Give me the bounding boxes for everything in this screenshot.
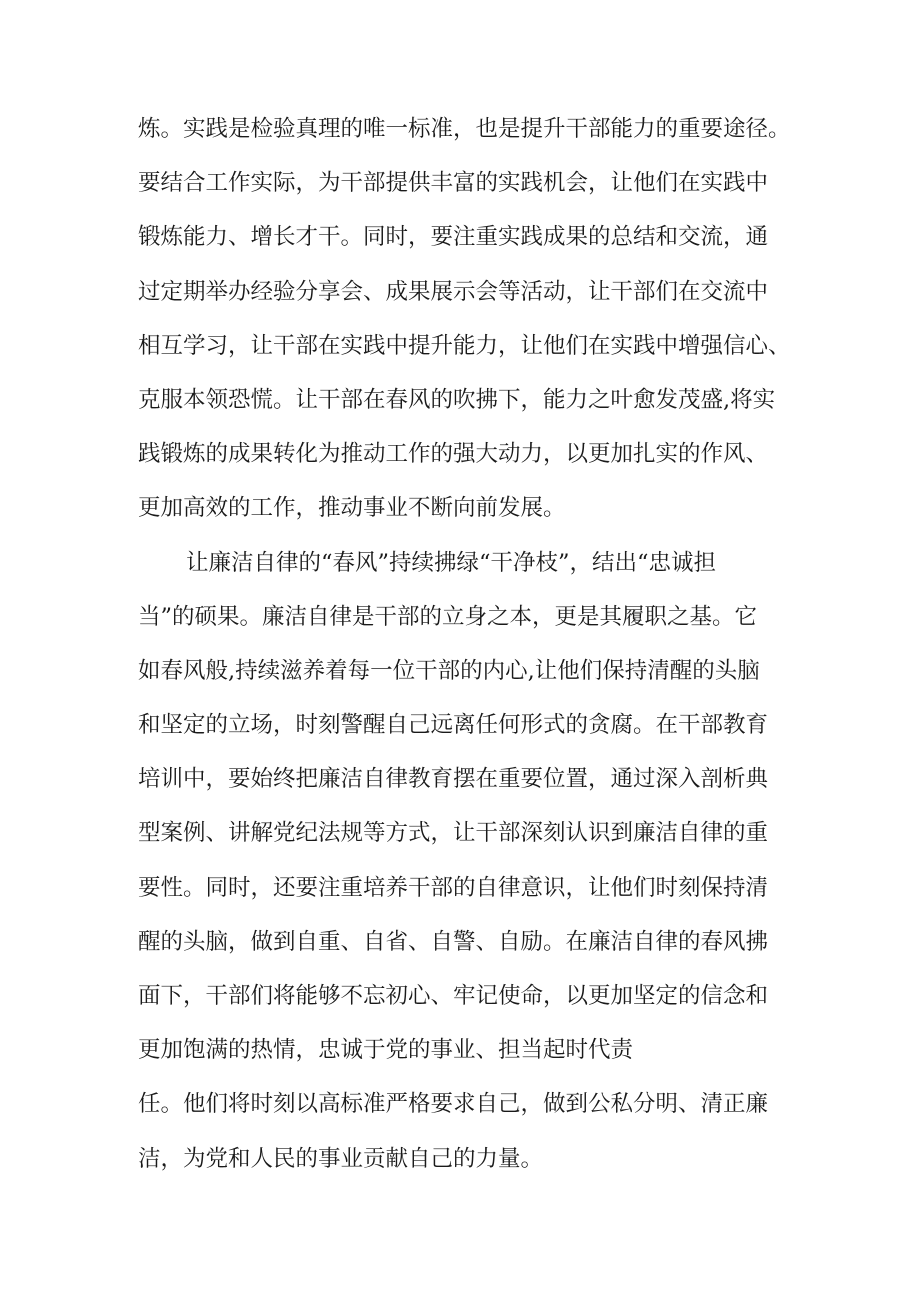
text-line: 任。他们将时刻以高标准严格要求自己，做到公私分明、清正廉 <box>138 1091 769 1118</box>
body-text <box>138 102 798 1186</box>
text-line: 相互学习，让干部在实践中提升能力，让他们在实践中增强信心、 <box>138 332 791 359</box>
text-line: 更加饱满的热情，忠诚于党的事业、担当起时代责 <box>138 1037 634 1064</box>
text-line: 和坚定的立场，时刻警醒自己远离任何形式的贪腐。在干部教育 <box>138 712 769 739</box>
text-line: 醒的头脑，做到自重、自省、自警、自励。在廉洁自律的春风拂 <box>138 928 769 955</box>
text-line: 如春风般,持续滋养着每一位干部的内心,让他们保持清醒的头脑 <box>138 657 760 684</box>
text-line: 践锻炼的成果转化为推动工作的强大动力，以更加扎实的作风、 <box>138 441 769 468</box>
text-line: 型案例、讲解党纪法规等方式，让干部深刻认识到廉洁自律的重 <box>138 820 769 847</box>
text-line: 洁，为党和人民的事业贡献自己的力量。 <box>138 1145 544 1172</box>
paragraph-start-line: 让廉洁自律的“春风”持续拂绿“干净枝”，结出“忠诚担 <box>186 549 717 576</box>
text-line: 更加高效的工作，推动事业不断向前发展。 <box>138 495 566 522</box>
text-line: 锻炼能力、增长才干。同时，要注重实践成果的总结和交流，通 <box>138 224 769 251</box>
text-line: 要结合工作实际，为干部提供丰富的实践机会，让他们在实践中 <box>138 170 769 197</box>
text-line: 炼。实践是检验真理的唯一标准，也是提升干部能力的重要途径。 <box>138 116 791 142</box>
text-line: 要性。同时，还要注重培养干部的自律意识，让他们时刻保持清 <box>138 874 769 901</box>
text-line: 克服本领恐慌。让干部在春风的吹拂下，能力之叶愈发茂盛,将实 <box>138 386 776 413</box>
text-line: 培训中，要始终把廉洁自律教育摆在重要位置，通过深入剖析典 <box>138 766 769 793</box>
text-line: 面下，干部们将能够不忘初心、牢记使命，以更加坚定的信念和 <box>138 983 769 1009</box>
text-line: 过定期举办经验分享会、成果展示会等活动，让干部们在交流中 <box>138 278 769 305</box>
text-line: 当”的硕果。廉洁自律是干部的立身之本，更是其履职之基。它 <box>138 603 758 630</box>
